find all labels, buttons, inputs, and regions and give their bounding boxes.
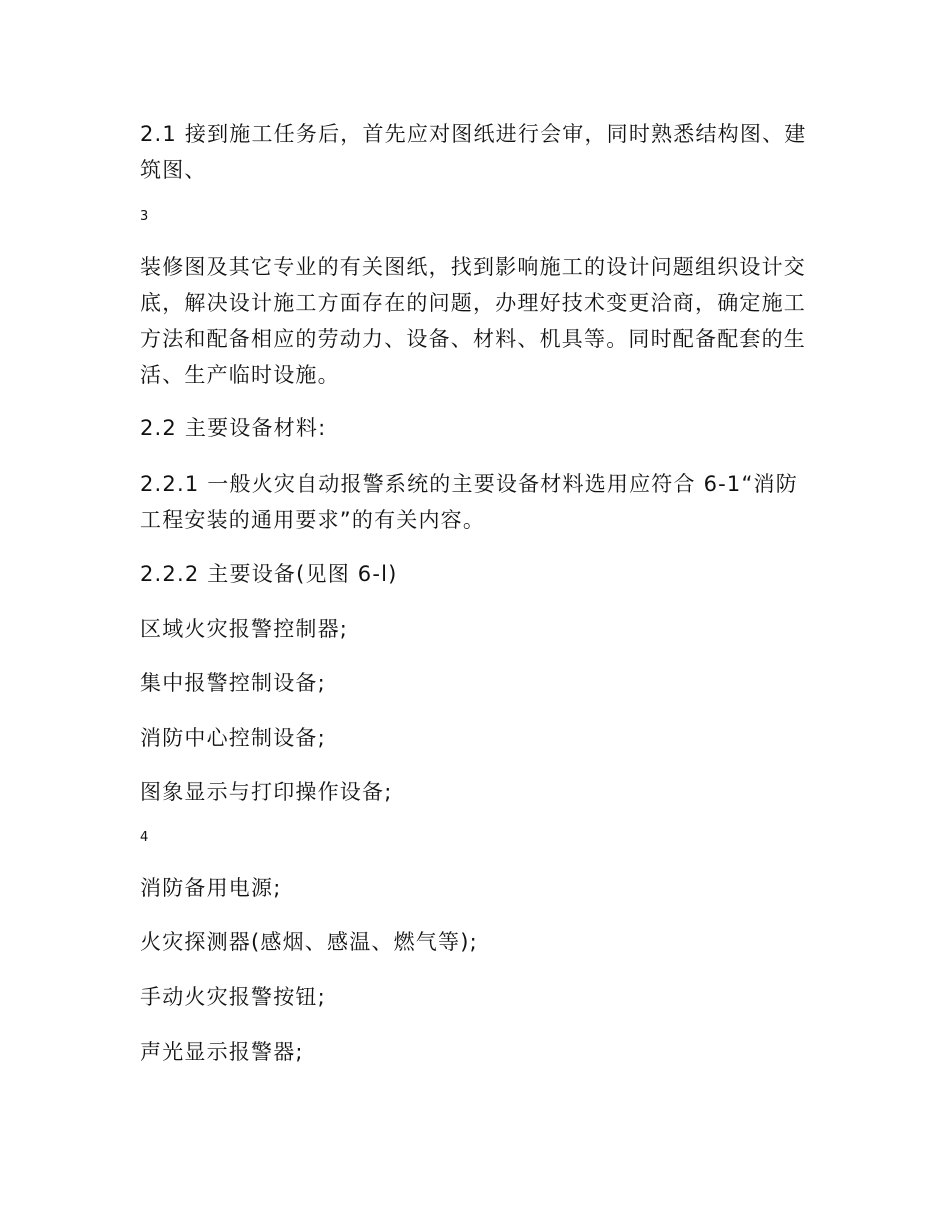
list-item: 消防中心控制设备; <box>140 726 326 750</box>
heading-2-2-2: 2.2.2 主要设备(见图 6-l) <box>140 562 398 586</box>
page-number-4: 4 <box>140 830 149 845</box>
list-item: 区域火灾报警控制器; <box>140 617 349 641</box>
paragraph-2-1-continued: 装修图及其它专业的有关图纸，找到影响施工的设计问题组织设计交底，解决设计施工方面存在的问题，办理好技术变更洽商，确定施工方法和配备相应的劳动力、设备、材料、机具等。同时配备配套的生活、生产临时设施。 <box>140 255 806 387</box>
list-item: 声光显示报警器; <box>140 1040 304 1064</box>
list-item: 消防备用电源; <box>140 876 282 900</box>
list-item: 火灾探测器(感烟、感温、燃气等); <box>140 930 478 954</box>
list-item: 手动火灾报警按钮; <box>140 985 326 1009</box>
list-item: 图象显示与打印操作设备; <box>140 780 393 804</box>
paragraph-2-2-1: 2.2.1 一般火灾自动报警系统的主要设备材料选用应符合 6-1“消防工程安装的通用要求”的有关内容。 <box>140 472 798 532</box>
heading-2-2: 2.2 主要设备材料: <box>140 416 327 440</box>
list-item: 集中报警控制设备; <box>140 671 326 695</box>
paragraph-2-1: 2.1 接到施工任务后，首先应对图纸进行会审，同时熟悉结构图、建筑图、 <box>140 122 807 182</box>
page-number-3: 3 <box>140 209 149 224</box>
